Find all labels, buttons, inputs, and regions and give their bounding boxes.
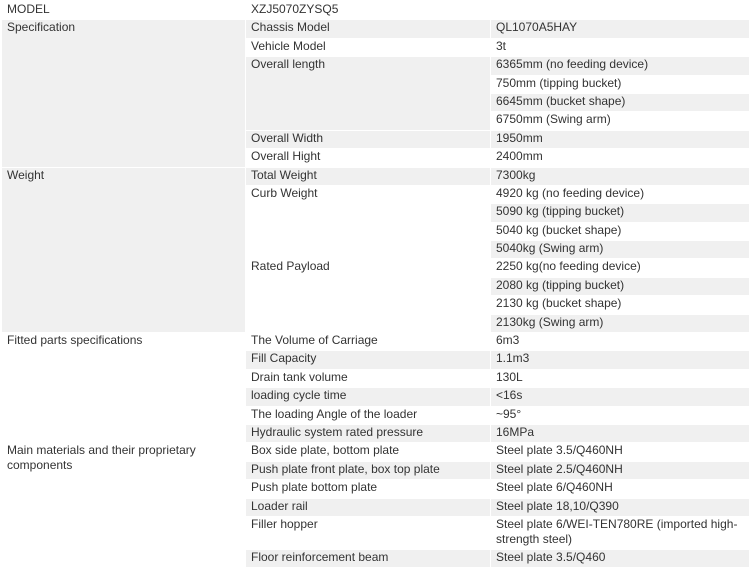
- row-value: QL1070A5HAY: [491, 20, 750, 38]
- row-label: Total Weight: [246, 167, 491, 185]
- row-label: Filler hopper: [246, 516, 491, 549]
- table-row: [2, 2, 750, 20]
- model-label: MODEL: [2, 2, 246, 20]
- row-label: Loader rail: [246, 498, 491, 516]
- row-value: 5040 kg (bucket shape): [491, 222, 750, 240]
- row-label: Overall length: [246, 57, 491, 131]
- row-value: Steel plate 6/Q460NH: [491, 480, 750, 498]
- row-value: Steel plate 3.5/Q460NH: [491, 443, 750, 461]
- row-value: 3t: [491, 38, 750, 56]
- row-label: Rated Payload: [246, 259, 491, 333]
- section-specification: Specification: [2, 20, 246, 167]
- row-value: 130L: [491, 369, 750, 387]
- row-value: 5040kg (Swing arm): [491, 241, 750, 259]
- row-value: 2400mm: [491, 149, 750, 167]
- row-value: 6645mm (bucket shape): [491, 93, 750, 111]
- row-label: Drain tank volume: [246, 369, 491, 387]
- section-weight: Weight: [2, 167, 246, 333]
- row-value: Steel plate 6/WEI-TEN780RE (imported high-strength steel): [491, 516, 750, 549]
- row-label: Overall Hight: [246, 149, 491, 167]
- row-label: Floor reinforcement beam: [246, 549, 491, 567]
- row-label: Push plate front plate, box top plate: [246, 461, 491, 479]
- row-value: 1.1m3: [491, 351, 750, 369]
- row-value: 2130 kg (bucket shape): [491, 296, 750, 314]
- table-row: [2, 167, 750, 185]
- row-label: Fill Capacity: [246, 351, 491, 369]
- table-row: [2, 443, 750, 461]
- row-label: Box side plate, bottom plate: [246, 443, 491, 461]
- row-label: The Volume of Carriage: [246, 333, 491, 351]
- row-value: Steel plate 2.5/Q460NH: [491, 461, 750, 479]
- model-value: XZJ5070ZYSQ5: [246, 2, 750, 20]
- row-label: Vehicle Model: [246, 38, 491, 56]
- row-value: Steel plate 3.5/Q460: [491, 549, 750, 567]
- row-label: Curb Weight: [246, 185, 491, 259]
- row-value: 6750mm (Swing arm): [491, 112, 750, 130]
- row-value: 1950mm: [491, 130, 750, 148]
- row-value: 4920 kg (no feeding device): [491, 185, 750, 203]
- row-value: 5090 kg (tipping bucket): [491, 204, 750, 222]
- row-value: 6m3: [491, 333, 750, 351]
- row-value: 6365mm (no feeding device): [491, 57, 750, 75]
- row-value: 16MPa: [491, 424, 750, 442]
- row-value: <16s: [491, 388, 750, 406]
- spec-table: [1, 1, 750, 568]
- table-row: [2, 20, 750, 38]
- row-value: Steel plate 18,10/Q390: [491, 498, 750, 516]
- row-value: ~95°: [491, 406, 750, 424]
- row-label: The loading Angle of the loader: [246, 406, 491, 424]
- row-value: 2130kg (Swing arm): [491, 314, 750, 332]
- row-value: 2250 kg(no feeding device): [491, 259, 750, 277]
- row-value: 2080 kg (tipping bucket): [491, 277, 750, 295]
- row-label: Hydraulic system rated pressure: [246, 424, 491, 442]
- row-label: Overall Width: [246, 130, 491, 148]
- section-main-materials: Main materials and their proprietary components: [2, 443, 246, 568]
- row-label: Chassis Model: [246, 20, 491, 38]
- row-label: loading cycle time: [246, 388, 491, 406]
- row-value: 7300kg: [491, 167, 750, 185]
- row-label: Push plate bottom plate: [246, 480, 491, 498]
- row-value: 750mm (tipping bucket): [491, 75, 750, 93]
- section-fitted-parts: Fitted parts specifications: [2, 333, 246, 443]
- table-row: [2, 333, 750, 351]
